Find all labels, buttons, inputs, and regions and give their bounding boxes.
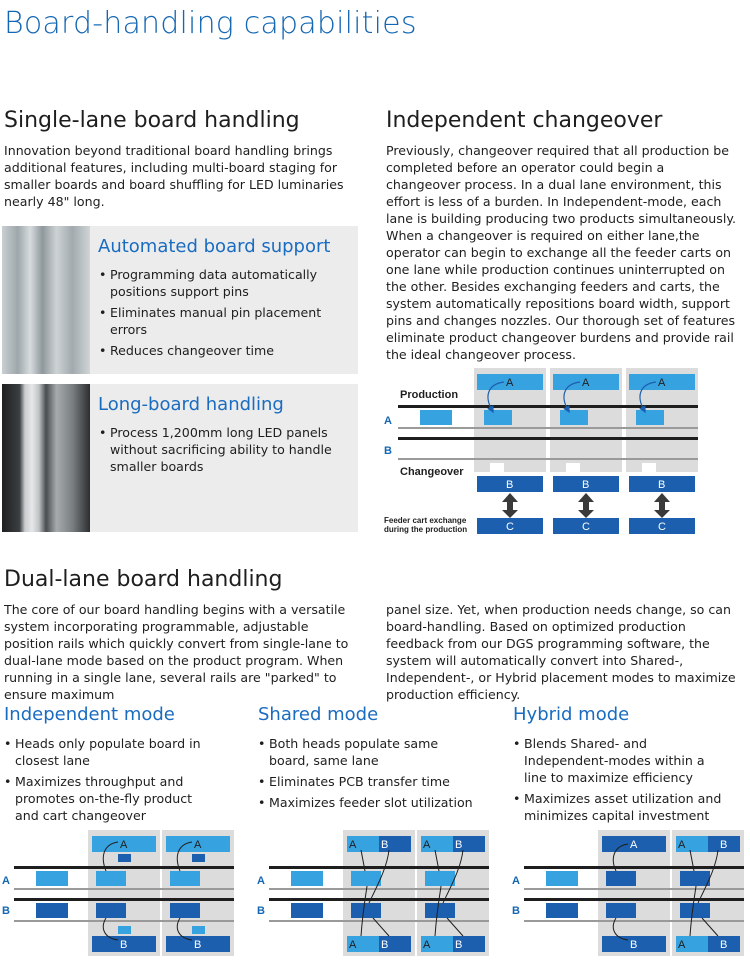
bullet-item: • Heads only populate board in closest lane <box>4 735 214 769</box>
head-b-label: B <box>381 939 389 951</box>
changeover-diagram <box>384 366 730 542</box>
head-a-label: A <box>506 377 514 389</box>
lane-b-label: B <box>2 905 10 917</box>
bullet-item: • Maximizes feeder slot utilization <box>258 794 478 811</box>
independent-changeover-heading: Independent changeover <box>386 108 663 133</box>
cart-c-label: C <box>658 521 666 533</box>
changeover-diagram-svg <box>384 366 730 542</box>
board <box>560 410 588 425</box>
independent-mode-bullets <box>4 735 214 824</box>
hybrid-mode-column <box>513 704 749 828</box>
single-lane-body: Innovation beyond traditional board handling brings additional features, including multi-board staging for smaller boards and board shuffling for LED luminaries nearly 48" long. <box>4 143 344 209</box>
bullet-item: • Programming data automatically positions support pins <box>99 266 349 300</box>
rail <box>398 458 698 460</box>
head-b-label: B <box>658 479 666 491</box>
feeder-note-2: during the production <box>384 525 468 534</box>
feeder-note-1: Feeder cart exchange <box>384 516 467 525</box>
independent-changeover-body: Previously, changeover required that all production be completed before an operator could begin a changeover process. In a dual lane environment, this effort is less of a burden. In Independent-mode, each lane is building producing two products simultaneously. When a changeover is required on either lane,the operator can begin to exchange all the feeder carts on one lane while production continues uninterrupted on the other. Besides exchanging feeders and carts, the system automatically repositions board width, support pins and changes nozzles. Our thorough set of features eliminate product changeover burdens and provide rail the ideal changeover process. <box>386 143 736 362</box>
head-a-label: A <box>349 839 357 851</box>
rail <box>398 405 698 408</box>
head-a-label: A <box>120 839 128 851</box>
shared-mode-heading: Shared mode <box>258 704 379 725</box>
head-a-label: A <box>423 939 431 951</box>
head-b-label: B <box>720 939 728 951</box>
empty-board <box>642 463 656 472</box>
board <box>484 410 512 425</box>
long-board-panel <box>90 384 358 532</box>
shared-mode-svg <box>255 828 495 958</box>
head-a-label: A <box>194 839 202 851</box>
lane-b-label: B <box>384 445 392 457</box>
empty-board <box>566 463 580 472</box>
dual-lane-body-right: panel size. Yet, when production needs change, so can board-handling. Based on optimized production feedback from our DGS programming software, the system will automatically convert into Shared-, Independent-, or Hybrid placement modes to maximize production efficiency. <box>386 602 736 702</box>
head-b-label: B <box>582 479 590 491</box>
board <box>636 410 664 425</box>
bullet-item: • Process 1,200mm long LED panels without sacrificing ability to handle smaller boards <box>99 424 339 475</box>
head-b-label: B <box>455 839 463 851</box>
head-a-label: A <box>658 377 666 389</box>
production-label: Production <box>400 389 459 401</box>
bullet-item: • Maximizes throughput and promotes on-the-fly product and cart changeover <box>4 773 214 824</box>
bullet-item: • Eliminates PCB transfer time <box>258 773 478 790</box>
rail <box>398 427 698 429</box>
head-b-label: B <box>720 839 728 851</box>
lane-b-label: B <box>512 905 520 917</box>
independent-mode-column <box>4 704 240 828</box>
shared-mode-column <box>258 704 494 815</box>
dual-lane-body-left: The core of our board handling begins with a versatile system incorporating programmable, adjustable position rails which quickly convert from single-lane to dual-lane mode based on the product program. When running in a single lane, several rails are "parked" to ensure maximum <box>4 602 349 702</box>
board <box>420 410 452 425</box>
bullet-item: • Maximizes asset utilization and minimizes capital investment <box>513 790 728 824</box>
head-a-label: A <box>678 839 686 851</box>
bullet-item: • Both heads populate same board, same lane <box>258 735 478 769</box>
cart-c-label: C <box>582 521 590 533</box>
shared-mode-bullets <box>258 735 478 811</box>
head-a-label: A <box>423 839 431 851</box>
independent-mode-diagram <box>0 828 240 958</box>
head-b-label: B <box>381 839 389 851</box>
head-b-label: B <box>194 939 202 951</box>
automated-board-panel <box>90 226 358 374</box>
head-a-label: A <box>582 377 590 389</box>
lane-a-label: A <box>512 875 520 887</box>
page-title: Board-handling capabilities <box>4 6 417 41</box>
empty-board <box>490 463 504 472</box>
single-lane-heading: Single-lane board handling <box>4 108 300 133</box>
head-b-label: B <box>120 939 128 951</box>
head-b-label: B <box>630 939 638 951</box>
head-b-label: B <box>506 479 514 491</box>
automated-board-photo <box>2 226 90 374</box>
bullet-item: • Reduces changeover time <box>99 342 349 359</box>
lane-b-label: B <box>257 905 265 917</box>
long-board-photo <box>2 384 90 532</box>
bullet-item: • Eliminates manual pin placement errors <box>99 304 349 338</box>
hybrid-mode-svg <box>510 828 750 958</box>
head-a-label: A <box>678 939 686 951</box>
hybrid-mode-bullets <box>513 735 728 824</box>
changeover-label: Changeover <box>400 466 464 478</box>
dual-lane-heading: Dual-lane board handling <box>4 567 283 592</box>
hybrid-mode-diagram <box>510 828 750 958</box>
automated-board-heading: Automated board support <box>98 236 331 257</box>
exchange-arrows <box>502 493 670 518</box>
bullet-item: • Blends Shared- and Independent-modes within a line to maximize efficiency <box>513 735 728 786</box>
long-board-heading: Long-board handling <box>98 394 284 415</box>
long-board-bullets <box>99 424 339 479</box>
hybrid-mode-heading: Hybrid mode <box>513 704 630 725</box>
head-a-label: A <box>630 839 638 851</box>
lane-a-label: A <box>384 415 392 427</box>
independent-mode-svg <box>0 828 240 958</box>
lane-a-label: A <box>2 875 10 887</box>
lane-a-label: A <box>257 875 265 887</box>
cart-c-label: C <box>506 521 514 533</box>
head-b-label: B <box>455 939 463 951</box>
rail <box>398 437 698 440</box>
shared-mode-diagram <box>255 828 495 958</box>
automated-board-bullets <box>99 266 349 363</box>
independent-mode-heading: Independent mode <box>4 704 175 725</box>
head-a-label: A <box>349 939 357 951</box>
